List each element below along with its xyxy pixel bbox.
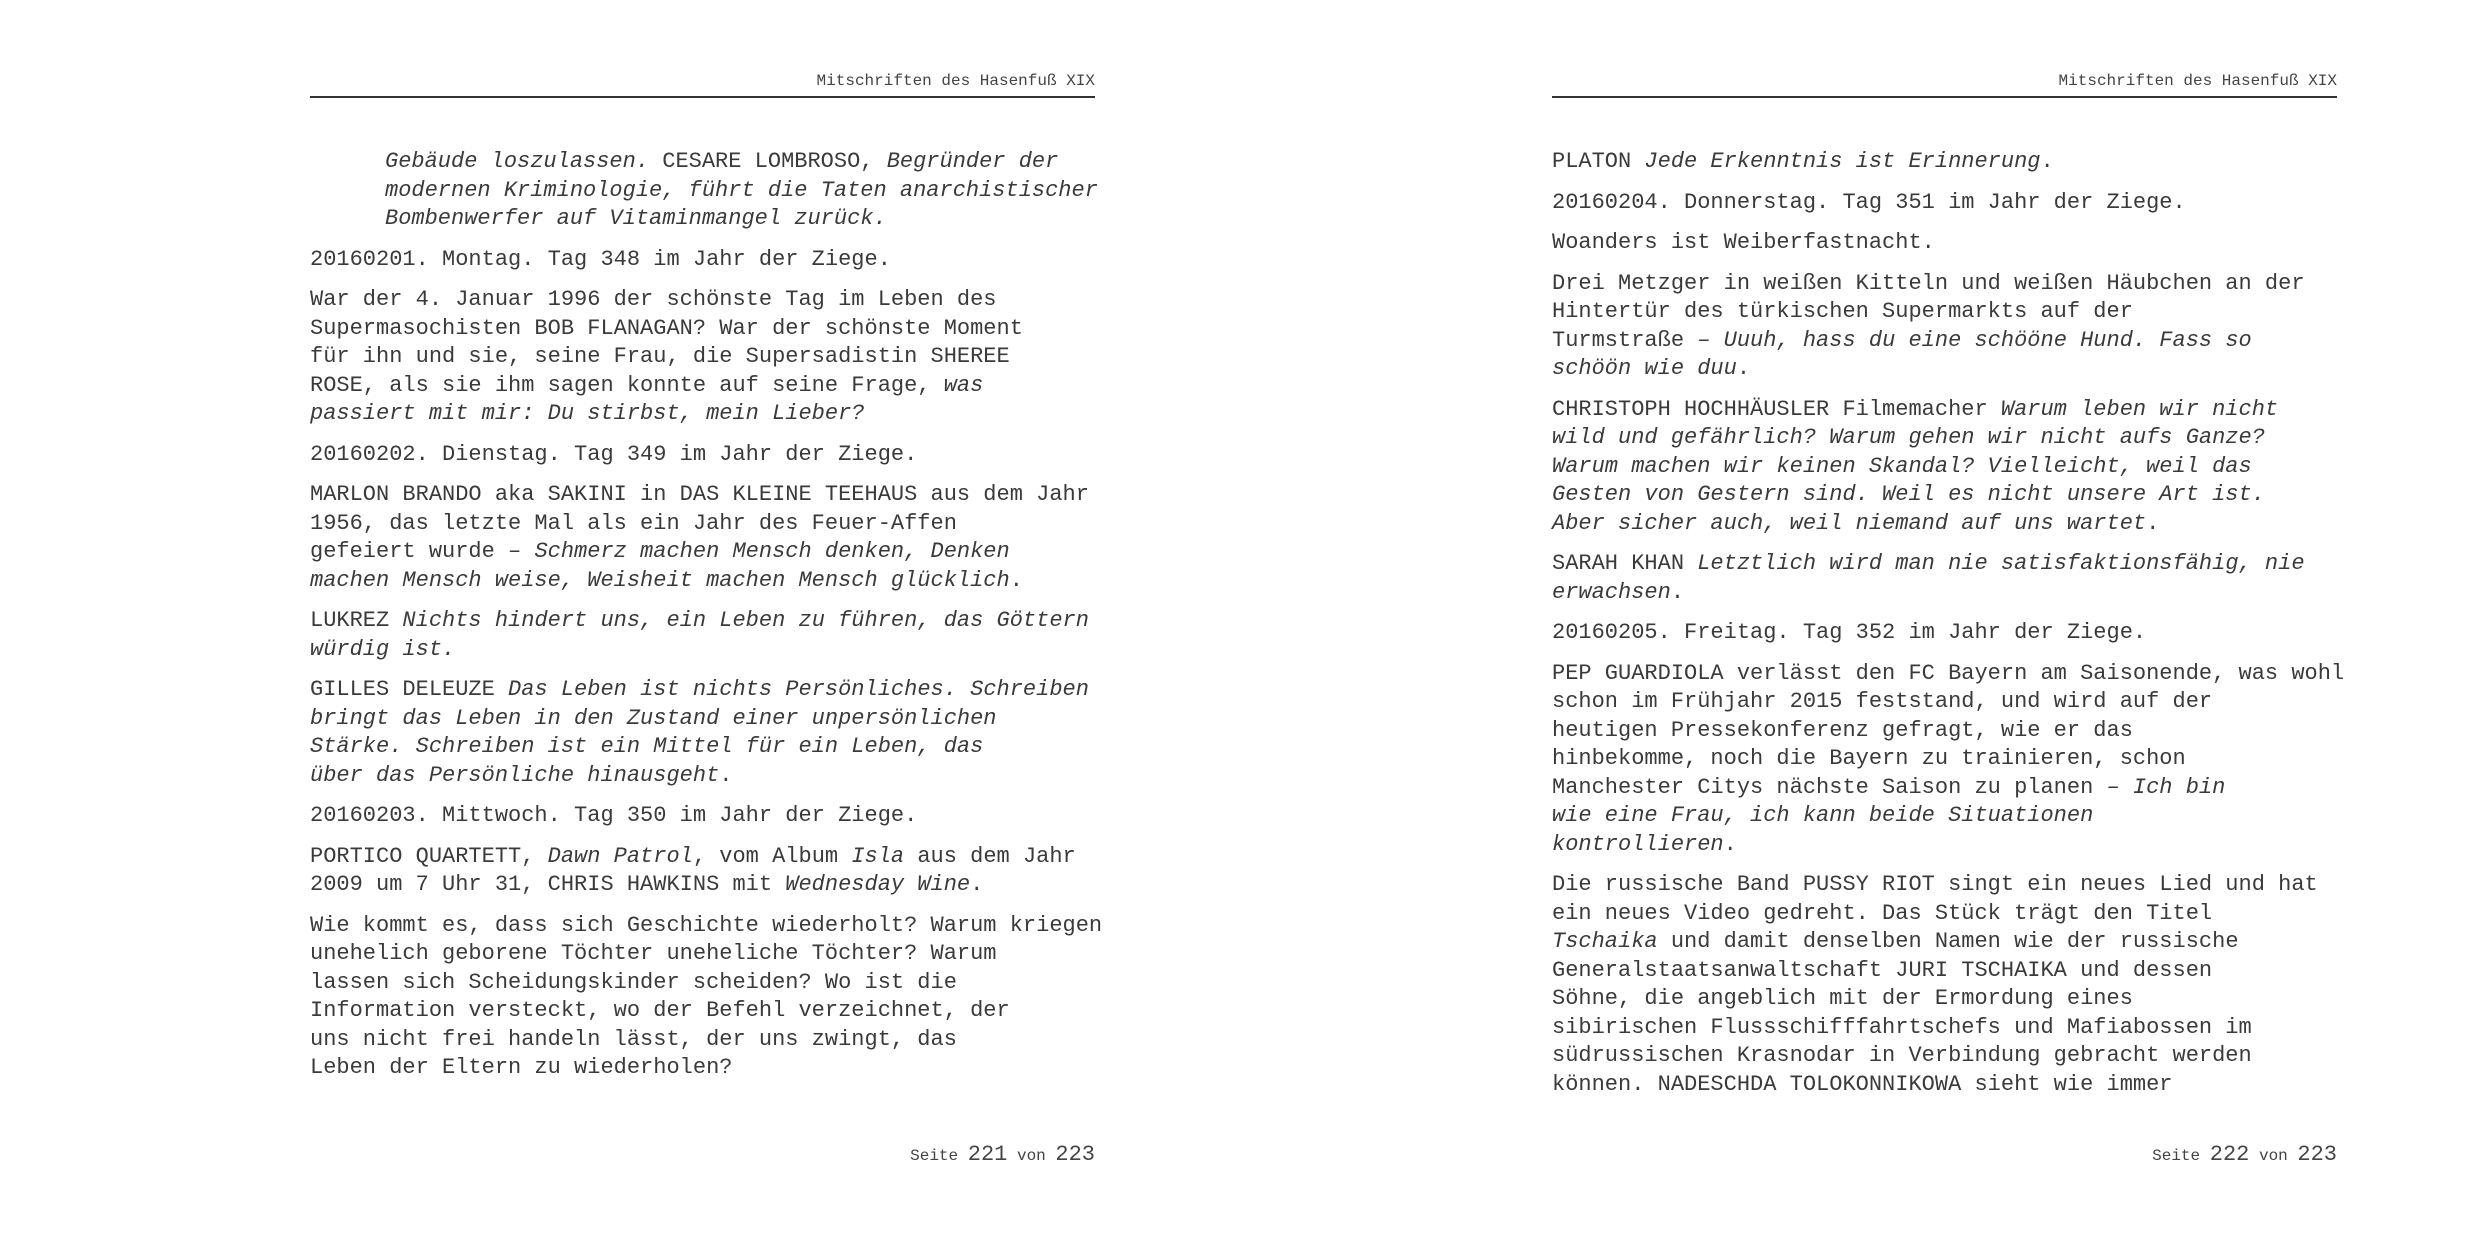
text-run: ROSE, als sie ihm sagen konnte auf seine Frage,	[310, 372, 944, 398]
page-number-current: 221	[967, 1142, 1008, 1167]
text-line	[310, 246, 1095, 275]
text-line	[310, 676, 1095, 705]
text-line	[310, 607, 1095, 636]
text-run: südrussischen Krasnodar in Verbindung gebracht werden	[1552, 1043, 2252, 1068]
text-run: 1956, das letzte Mal als ein Jahr des Feuer-Affen	[310, 510, 957, 536]
italic-text: Aber sicher auch, weil niemand auf uns wartet	[1552, 510, 2147, 536]
text-run: 2009 um 7 Uhr 31, CHRIS HAWKINS mit	[310, 872, 786, 897]
italic-text: Ich bin	[2132, 774, 2226, 800]
text-line	[1552, 957, 2337, 986]
text-line	[1552, 871, 2337, 900]
text-line	[1552, 688, 2337, 717]
text-run: 20160204. Donnerstag. Tag 351 im Jahr der Ziege.	[1552, 189, 2186, 215]
text-run: heutigen Pressekonferenz gefragt, wie er das	[1552, 717, 2133, 743]
page-number-total: 223	[1055, 1142, 1095, 1167]
text-run: LUKREZ	[310, 608, 403, 633]
text-line	[1552, 189, 2337, 218]
text-line	[1552, 774, 2337, 803]
paragraph	[1552, 270, 2337, 384]
paragraph	[310, 441, 1095, 470]
text-line	[1552, 928, 2337, 957]
text-line	[1552, 481, 2337, 510]
italic-text: wild und gefährlich? Warum gehen wir nicht aufs Ganze?	[1552, 425, 2265, 450]
text-line	[310, 286, 1095, 315]
page-left	[310, 0, 1103, 1240]
text-run: Söhne, die angeblich mit der Ermordung eines	[1552, 986, 2133, 1011]
paragraph	[1552, 871, 2337, 1099]
page-number-prefix: Seite	[910, 1147, 959, 1165]
paragraph	[1552, 396, 2337, 539]
text-line	[310, 441, 1095, 470]
text-line	[310, 1054, 1095, 1083]
running-header: Mitschriften des Hasenfuß XIX	[2058, 72, 2337, 90]
text-line	[1552, 229, 2337, 258]
text-run: Leben der Eltern zu wiederholen?	[310, 1055, 733, 1080]
text-line	[310, 567, 1095, 596]
text-run: .	[970, 872, 984, 897]
text-line	[385, 148, 1095, 177]
italic-text: bringt das Leben in den Zustand einer unpersönlichen	[310, 705, 997, 731]
text-line	[310, 315, 1095, 344]
italic-text: Warum machen wir keinen Skandal? Vielleicht, weil das	[1552, 453, 2252, 479]
text-run: Supermasochisten BOB FLANAGAN? War der schönste Moment	[310, 315, 1023, 341]
text-line	[1552, 900, 2337, 929]
paragraph	[310, 802, 1095, 831]
italic-text: wie eine Frau, ich kann beide Situationen	[1552, 803, 2094, 828]
text-run: sibirischen Flussschifffahrtschefs und Mafiabossen im	[1552, 1014, 2252, 1040]
text-run: Manchester Citys nächste Saison zu planen –	[1552, 774, 2133, 800]
page-number-separator: von	[2258, 1147, 2288, 1165]
text-line	[310, 343, 1095, 372]
text-run: Die russische Band PUSSY RIOT singt ein neues Lied und hat	[1552, 872, 2318, 897]
paragraph	[310, 481, 1095, 595]
paragraph	[310, 148, 1098, 234]
text-run: .	[1670, 579, 1685, 605]
text-run: lassen sich Scheidungskinder scheiden? Wo ist die	[310, 969, 957, 995]
paragraph	[310, 676, 1095, 790]
text-line	[310, 969, 1095, 998]
page-number-prefix: Seite	[2152, 1147, 2201, 1165]
text-line	[1552, 327, 2337, 356]
text-line	[1552, 831, 2337, 860]
paragraph	[310, 843, 1095, 900]
text-run: .	[2146, 510, 2160, 536]
italic-text: über das Persönliche hinausgeht	[310, 762, 720, 788]
text-line	[1552, 802, 2337, 831]
italic-text: Wednesday Wine	[785, 872, 971, 897]
paragraph	[310, 607, 1095, 664]
text-run: Turmstraße –	[1552, 327, 1724, 353]
paragraph	[1552, 229, 2337, 258]
text-line	[385, 205, 1095, 234]
text-run: 20160205. Freitag. Tag 352 im Jahr der Ziege.	[1552, 620, 2147, 645]
page-body	[1552, 148, 2345, 1111]
paragraph	[310, 286, 1095, 429]
italic-text: Warum leben wir nicht	[2000, 396, 2279, 422]
text-run: unehelich geborene Töchter uneheliche Töchter? Warum	[310, 941, 997, 966]
text-line	[1552, 396, 2337, 425]
page-number-current: 222	[2209, 1142, 2250, 1167]
text-line	[310, 843, 1095, 872]
text-run: hinbekomme, noch die Bayern zu trainieren, schon	[1552, 746, 2186, 771]
italic-text: kontrollieren	[1552, 831, 1724, 857]
text-line	[1552, 355, 2337, 384]
text-run: 20160201. Montag. Tag 348 im Jahr der Ziege.	[310, 246, 891, 272]
text-run: Information versteckt, wo der Befehl verzeichnet, der	[310, 998, 1010, 1023]
text-line	[1552, 985, 2337, 1014]
header-rule	[1552, 96, 2337, 98]
text-line	[1552, 579, 2337, 608]
paragraph	[1552, 660, 2345, 860]
italic-text: Jede Erkenntnis ist Erinnerung	[1644, 149, 2041, 174]
text-run: schon im Frühjahr 2015 feststand, und wird auf der	[1552, 689, 2213, 714]
text-line	[310, 510, 1095, 539]
text-run: , vom Album	[692, 843, 852, 869]
text-run: gefeiert wurde –	[310, 539, 535, 564]
text-run: Wie kommt es, dass sich Geschichte wiederholt? Warum kriegen	[310, 912, 1103, 938]
text-line	[310, 1026, 1095, 1055]
text-run: SARAH KHAN	[1552, 551, 1698, 576]
paragraph	[1552, 189, 2337, 218]
text-run: 20160202. Dienstag. Tag 349 im Jahr der Ziege.	[310, 441, 918, 467]
italic-text: Begründer der	[886, 149, 1059, 174]
text-run: Generalstaatsanwaltschaft JURI TSCHAIKA und dessen	[1552, 957, 2213, 983]
text-line	[310, 705, 1095, 734]
text-run: .	[1723, 831, 1737, 857]
page-number-total: 223	[2297, 1142, 2337, 1167]
italic-text: Uuuh, hass du eine schööne Hund. Fass so	[1723, 327, 2252, 353]
text-run: Woanders ist Weiberfastnacht.	[1552, 230, 1935, 255]
text-line	[1552, 1014, 2337, 1043]
text-line	[1552, 298, 2337, 327]
italic-text: passiert mit mir: Du stirbst, mein Lieber?	[310, 401, 865, 426]
text-run: Drei Metzger in weißen Kitteln und weißen Häubchen an der	[1552, 270, 2305, 296]
text-line	[310, 733, 1095, 762]
paragraph	[1552, 619, 2337, 648]
text-run: uns nicht frei handeln lässt, der uns zwingt, das	[310, 1026, 957, 1052]
italic-text: Nichts hindert uns, ein Leben zu führen, das Göttern	[402, 608, 1089, 633]
text-line	[1552, 453, 2337, 482]
text-run: aus dem Jahr	[904, 843, 1076, 869]
page-body	[310, 148, 1103, 1095]
text-run: .	[1009, 567, 1023, 593]
text-run: .	[2040, 149, 2054, 174]
italic-text: modernen Kriminologie, führt die Taten anarchistischer	[385, 177, 1098, 203]
page-number-separator: von	[1016, 1147, 1046, 1165]
text-line	[310, 538, 1095, 567]
italic-text: Das Leben ist nichts Persönliches. Schreiben	[508, 677, 1089, 702]
text-line	[310, 912, 1103, 941]
text-line	[310, 372, 1095, 401]
text-run: für ihn und sie, seine Frau, die Supersadistin SHEREE	[310, 344, 1010, 369]
italic-text: erwachsen	[1552, 579, 1671, 605]
text-run: War der 4. Januar 1996 der schönste Tag im Leben des	[310, 287, 997, 312]
text-line	[385, 177, 1098, 206]
italic-text: Isla	[851, 843, 905, 869]
text-line	[1552, 745, 2337, 774]
text-run: MARLON BRANDO aka SAKINI in DAS KLEINE TEEHAUS aus dem Jahr	[310, 482, 1089, 507]
italic-text: würdig ist.	[310, 636, 456, 662]
italic-text: Tschaika	[1552, 929, 1658, 954]
text-line	[310, 997, 1095, 1026]
text-line	[310, 871, 1095, 900]
italic-text: Stärke. Schreiben ist ein Mittel für ein Leben, das	[310, 734, 984, 759]
paragraph	[1552, 550, 2337, 607]
italic-text: Schmerz machen Mensch denken, Denken	[534, 539, 1010, 564]
running-header: Mitschriften des Hasenfuß XIX	[816, 72, 1095, 90]
text-run: .	[1736, 356, 1751, 381]
text-run: .	[719, 762, 733, 788]
text-line	[310, 636, 1095, 665]
text-run: Hintertür des türkischen Supermarkts auf der	[1552, 299, 2133, 324]
text-line	[1552, 270, 2337, 299]
italic-text: Gesten von Gestern sind. Weil es nicht unsere Art ist.	[1552, 482, 2265, 507]
text-line	[310, 481, 1095, 510]
italic-text: Letztlich wird man nie satisfaktionsfähig, nie	[1697, 551, 2305, 576]
text-line	[1552, 424, 2337, 453]
italic-text: machen Mensch weise, Weisheit machen Mensch glücklich	[310, 567, 1010, 593]
text-run: GILLES DELEUZE	[310, 677, 509, 702]
text-line	[310, 400, 1095, 429]
italic-text: was	[943, 372, 984, 398]
text-line	[1552, 550, 2337, 579]
text-run: PEP GUARDIOLA verlässt den FC Bayern am Saisonende, was wohl	[1552, 660, 2345, 686]
header-rule	[310, 96, 1095, 98]
text-line	[1552, 148, 2337, 177]
text-line	[1552, 660, 2345, 689]
text-line	[310, 940, 1095, 969]
text-line	[1552, 1042, 2337, 1071]
text-line	[1552, 619, 2337, 648]
text-line	[1552, 510, 2337, 539]
text-run: 20160203. Mittwoch. Tag 350 im Jahr der Ziege.	[310, 803, 918, 828]
text-line	[310, 762, 1095, 791]
text-line	[1552, 1071, 2337, 1100]
text-run: CESARE LOMBROSO,	[649, 149, 887, 174]
text-line	[1552, 717, 2337, 746]
page-number	[910, 1142, 1095, 1167]
italic-text: Gebäude loszulassen.	[385, 149, 650, 174]
italic-text: schöön wie duu	[1552, 356, 1737, 381]
text-run: PORTICO QUARTETT,	[310, 843, 548, 869]
text-run: PLATON	[1552, 149, 1645, 174]
italic-text: Dawn Patrol	[547, 843, 693, 869]
text-run: können. NADESCHDA TOLOKONNIKOWA sieht wie immer	[1552, 1071, 2173, 1097]
text-run: CHRISTOPH HOCHHÄUSLER Filmemacher	[1552, 396, 2001, 422]
page-number	[2152, 1142, 2337, 1167]
text-run: und damit denselben Namen wie der russische	[1657, 929, 2239, 954]
page-right	[1552, 0, 2345, 1240]
paragraph	[310, 912, 1103, 1083]
paragraph	[310, 246, 1095, 275]
italic-text: Bombenwerfer auf Vitaminmangel zurück.	[385, 206, 887, 231]
paragraph	[1552, 148, 2337, 177]
text-line	[310, 802, 1095, 831]
text-run: ein neues Video gedreht. Das Stück trägt den Titel	[1552, 900, 2213, 926]
